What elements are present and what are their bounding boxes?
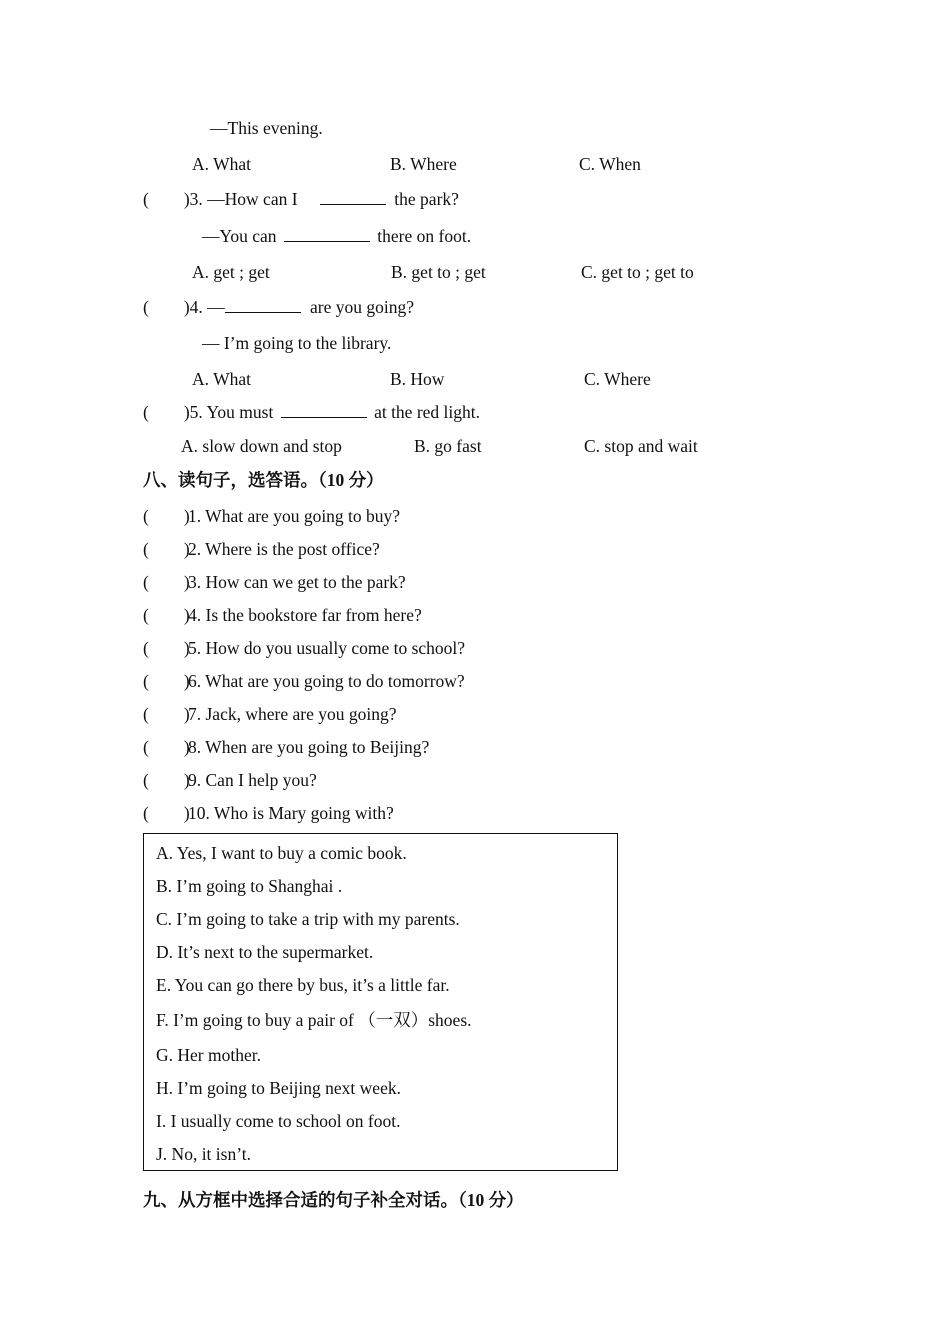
section9-heading: 九、从方框中选择合适的句子补全对话。（10 分） [143, 1190, 524, 1210]
s8-q1-text: 1. What are you going to buy? [188, 506, 401, 526]
q4-option-c: C. Where [584, 369, 651, 389]
q4-option-b: B. How [390, 369, 445, 389]
answer-h: H. I’m going to Beijing next week. [156, 1078, 401, 1098]
q4-question-pre: — [207, 297, 225, 317]
answer-f: F. I’m going to buy a pair of （一双）shoes. [156, 1010, 472, 1030]
answer-e: E. You can go there by bus, it’s a little far. [156, 975, 450, 995]
q3-question-line [143, 188, 459, 210]
answer-d: D. It’s next to the supermarket. [156, 942, 374, 962]
s8-q9-text: 9. Can I help you? [188, 770, 317, 790]
answer-j: J. No, it isn’t. [156, 1144, 251, 1164]
q5-question-line [143, 401, 480, 423]
s8-q10-text: 10. Who is Mary going with? [188, 803, 394, 823]
answer-a: A. Yes, I want to buy a comic book. [156, 843, 407, 863]
q3-question-post: the park? [394, 189, 459, 209]
q3-answer-line [202, 225, 471, 247]
q3-blank-2[interactable] [284, 225, 370, 242]
q5-question-pre: You must [206, 402, 274, 422]
q4-option-a: A. What [192, 369, 251, 389]
q3-option-a: A. get ; get [192, 262, 270, 282]
s8-q6-text: 6. What are you going to do tomorrow? [188, 671, 465, 691]
q5-option-a: A. slow down and stop [181, 436, 342, 456]
answer-c: C. I’m going to take a trip with my parents. [156, 909, 460, 929]
s8-q4-paren[interactable]: ( ) [143, 605, 190, 625]
s8-q2-text: 2. Where is the post office? [188, 539, 380, 559]
answer-g: G. Her mother. [156, 1045, 261, 1065]
answer-i: I. I usually come to school on foot. [156, 1111, 401, 1131]
q4-blank[interactable] [225, 296, 301, 313]
answer-b: B. I’m going to Shanghai . [156, 876, 343, 896]
q5-question-post: at the red light. [374, 402, 481, 422]
s8-q7-paren[interactable]: ( ) [143, 704, 190, 724]
q3-option-c: C. get to ; get to [581, 262, 694, 282]
q4-answer-line: — I’m going to the library. [202, 333, 392, 353]
s8-q3-text: 3. How can we get to the park? [188, 572, 406, 592]
q3-answer-post: there on foot. [377, 226, 472, 246]
s8-q9-paren[interactable]: ( ) [143, 770, 190, 790]
q4-question-post: are you going? [310, 297, 415, 317]
s8-q3-paren[interactable]: ( ) [143, 572, 190, 592]
s8-q1-paren[interactable]: ( ) [143, 506, 190, 526]
q5-option-c: C. stop and wait [584, 436, 698, 456]
q4-question-line [143, 296, 414, 318]
s8-q8-text: 8. When are you going to Beijing? [188, 737, 430, 757]
s8-q4-text: 4. Is the bookstore far from here? [188, 605, 422, 625]
q4-paren: ( )4. [143, 297, 203, 317]
answer-box [143, 833, 618, 1171]
q3-answer-pre: —You can [202, 226, 277, 246]
q3-paren: ( )3. [143, 189, 203, 209]
q5-option-b: B. go fast [414, 436, 482, 456]
s8-q5-paren[interactable]: ( ) [143, 638, 190, 658]
s8-q6-paren[interactable]: ( ) [143, 671, 190, 691]
q3-question-pre: —How can I [207, 189, 298, 209]
q3-blank-1[interactable] [320, 188, 386, 205]
s8-q2-paren[interactable]: ( ) [143, 539, 190, 559]
q3-option-b: B. get to ; get [391, 262, 486, 282]
q5-blank[interactable] [281, 401, 367, 418]
s8-q5-text: 5. How do you usually come to school? [188, 638, 466, 658]
q2-answer-line: —This evening. [210, 118, 323, 138]
q2-option-b: B. Where [390, 154, 457, 174]
q2-option-c: C. When [579, 154, 641, 174]
s8-q7-text: 7. Jack, where are you going? [188, 704, 397, 724]
s8-q8-paren[interactable]: ( ) [143, 737, 190, 757]
s8-q10-paren[interactable]: ( ) [143, 803, 190, 823]
section8-heading: 八、读句子，选答语。（10 分） [143, 470, 384, 490]
q5-paren: ( )5. [143, 402, 203, 422]
q2-option-a: A. What [192, 154, 251, 174]
